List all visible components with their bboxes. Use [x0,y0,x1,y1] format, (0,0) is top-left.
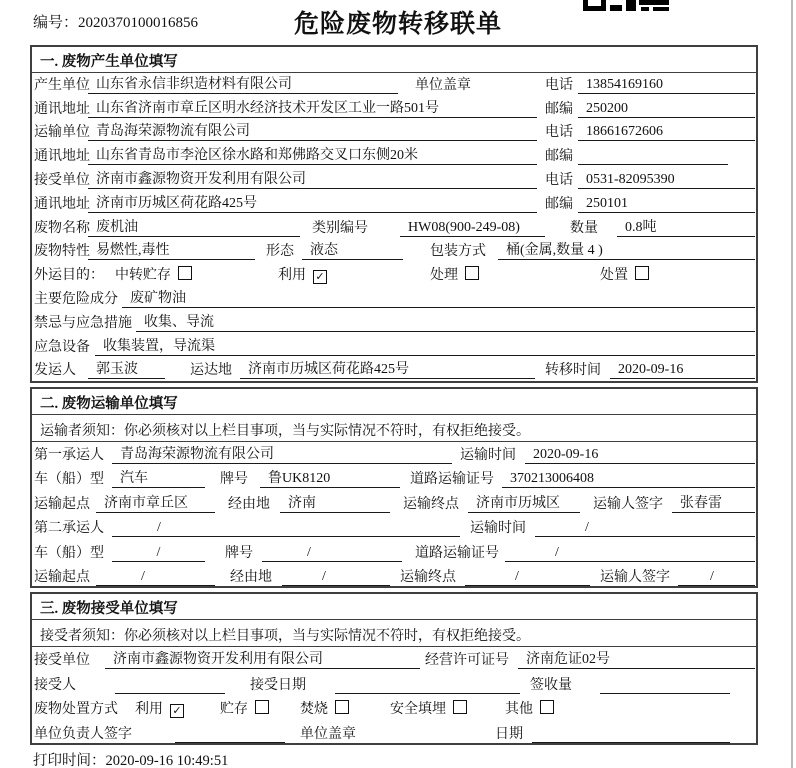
category-label: 类别编号 [312,220,368,236]
waste-quantity: 0.8吨 [617,219,755,237]
row-dispatch [32,359,756,383]
responsible-signature [175,725,285,743]
row-accept [32,672,756,697]
accept-date [335,676,520,694]
route2-end: / [465,568,590,586]
sign-qty [600,676,730,694]
form-label: 形态 [266,244,294,260]
producer-value: 山东省永信非织造材料有限公司 [88,76,398,94]
field-label: 车（船）型 [34,545,104,561]
row-waste-name [32,216,756,240]
time-label: 运输时间 [460,447,516,463]
field-label: 废物处置方式 [34,702,118,718]
quantity-label: 数量 [570,220,598,236]
row-responsible-sign [32,721,756,746]
page-edge-line [791,0,793,768]
receiver-notice: 接受者须知：你必须核对以上栏目事项，当与实际情况不符时，有权拒绝接受。 [32,620,756,647]
row-disposal [32,697,756,722]
row-purpose [32,263,756,287]
zip-label: 邮编 [545,101,573,117]
section-producer [30,45,758,383]
route2-origin: / [96,568,215,586]
field-label: 车（船）型 [34,472,104,487]
route1-origin: 济南市章丘区 [96,495,215,513]
row-emergency [32,311,756,335]
vehicle1-permit: 370213006408 [502,470,755,488]
seal-label: 单位盖章 [300,727,356,742]
phone-label: 电话 [545,125,573,141]
row-waste-traits [32,240,756,264]
sign-date [532,725,730,743]
sign-qty-label: 签收量 [530,677,572,693]
disposal-option-store: 贮存 [220,698,269,718]
emergency-value: 收集、导流 [136,314,755,332]
end-label: 运输终点 [400,570,456,585]
qr-block [626,0,636,11]
checkbox-unchecked [453,700,467,714]
section-transport-title: 二. 废物运输单位填写 [32,389,756,415]
checkbox-unchecked [178,266,192,280]
serial-value: 2020370100016856 [78,15,199,31]
producer-phone: 13854169160 [578,76,755,94]
serial-label: 编号： [33,15,79,31]
route1-via: 济南 [280,495,390,513]
transporter-zip [578,147,728,165]
field-label: 禁忌与应急措施 [34,315,132,331]
row-vehicle1 [32,467,756,492]
row-route1 [32,491,756,516]
field-label: 接受人 [34,677,76,693]
vehicle1-plate: 鲁UK8120 [260,470,400,488]
disposal-option-other: 其他 [505,698,554,718]
packing-label: 包装方式 [430,244,486,260]
purpose-option-treat: 处理 [430,264,479,284]
checkbox-unchecked [635,266,649,280]
qr-block [653,7,669,11]
checkbox-unchecked [465,266,479,280]
section-transport [30,387,758,588]
field-label: 通讯地址 [34,196,90,212]
vehicle2-type: / [112,544,205,562]
carrier1-value: 青岛海荣源物流有限公司 [112,446,452,464]
row-producer [32,73,756,97]
section-receiver [30,592,758,745]
disposal-option-landfill: 安全填埋 [390,698,467,718]
field-label: 外运目的： [34,268,104,284]
row-producer-address [32,97,756,121]
plate-label: 牌号 [220,472,248,487]
transporter-address: 山东省青岛市李沧区徐水路和郑佛路交叉口东侧20米 [88,147,537,165]
destination-label: 运达地 [190,363,232,379]
route2-via: / [282,568,390,586]
qr-block [641,7,649,11]
field-label: 运输起点 [34,570,90,585]
field-label: 第一承运人 [34,447,104,463]
purpose-option-transfer: 中转贮存 [115,264,192,284]
receiver-phone: 0531-82095390 [578,171,755,189]
row-receiver-address [32,192,756,216]
receiver-zip: 250101 [578,195,755,213]
zip-label: 邮编 [545,149,573,165]
checkbox-unchecked [255,700,269,714]
sign-label: 运输人签字 [593,496,663,512]
dispatcher-name: 郭玉波 [88,361,165,379]
vehicle2-permit: / [505,544,755,562]
waste-form: 液态 [302,242,403,260]
row-receiver [32,168,756,192]
row-equipment [32,335,756,359]
equipment-value: 收集装置，导流渠 [95,338,755,356]
phone-label: 电话 [545,77,573,93]
field-label: 废物特性 [34,244,90,260]
purpose-option-dispose: 处置 [600,264,649,284]
producer-address: 山东省济南市章丘区明水经济技术开发区工业一路501号 [88,100,537,118]
transfer-time: 2020-09-16 [610,361,755,379]
destination-value: 济南市历城区荷花路425号 [240,361,535,379]
row-hazard [32,287,756,311]
producer-zip: 250200 [578,100,755,118]
via-label: 经由地 [228,496,270,512]
end-label: 运输终点 [403,496,459,512]
checkbox-checked: ✓ [170,704,184,718]
phone-label: 电话 [545,172,573,188]
accept-date-label: 接受日期 [250,677,306,693]
purpose-option-use: 利用 ✓ [278,264,327,284]
waste-category: HW08(900-249-08) [400,219,545,237]
disposal-option-incinerate: 焚烧 [300,698,349,718]
date-label: 日期 [495,727,523,742]
field-label: 运输起点 [34,496,90,512]
row-vehicle2 [32,540,756,565]
disposal-option-use: 利用 ✓ [135,698,184,718]
transfer-time-label: 转移时间 [545,363,601,379]
carrier2-time: / [535,519,755,537]
field-label: 单位负责人签字 [34,727,132,742]
hazard-value: 废矿物油 [122,290,755,308]
field-label: 第二承运人 [34,521,104,536]
row-transporter-address [32,144,756,168]
license-value: 济南危证02号 [518,651,755,669]
row-receive-unit [32,647,756,672]
row-carrier2 [32,516,756,541]
license-label: 经营许可证号 [425,652,509,668]
permit-label: 道路运输证号 [410,472,494,487]
route2-signature: / [678,568,755,586]
field-label: 主要危险成分 [34,291,118,307]
page-title: 危险废物转移联单 [293,11,502,38]
field-label: 运输单位 [34,125,90,141]
section-receiver-title: 三. 废物接受单位填写 [32,594,756,620]
route1-end: 济南市历城区 [468,495,580,513]
field-label: 接受单位 [34,652,90,668]
time-label: 运输时间 [470,521,526,536]
seal-label: 单位盖章 [415,77,471,93]
field-label: 产生单位 [34,77,90,93]
transport-notice: 运输者须知：你必须核对以上栏目事项，当与实际情况不符时，有权拒绝接受。 [32,415,756,442]
qr-block [588,0,601,6]
checkbox-unchecked [540,700,554,714]
vehicle1-type: 汽车 [112,470,205,488]
waste-traits: 易燃性,毒性 [88,242,255,260]
field-label: 发运人 [34,363,76,379]
vehicle2-plate: / [262,544,402,562]
plate-label: 牌号 [225,545,253,561]
field-label: 接受单位 [34,172,90,188]
qr-code-fragment [583,0,669,12]
row-transporter [32,121,756,145]
accept-person [115,676,225,694]
carrier2-value: / [112,519,460,537]
waste-name: 废机油 [88,219,300,237]
field-label: 通讯地址 [34,101,90,117]
route1-signature: 张春雷 [672,495,755,513]
permit-label: 道路运输证号 [415,545,499,561]
print-time-value: 2020-09-16 10:49:51 [105,753,229,768]
field-label: 废物名称 [34,220,90,236]
via-label: 经由地 [230,570,272,585]
waste-packing: 桶(金属,数量 4 ) [498,242,755,260]
print-time-label: 打印时间： [33,753,106,768]
receiver-value: 济南市鑫源物资开发利用有限公司 [88,171,537,189]
field-label: 应急设备 [34,339,90,355]
checkbox-checked: ✓ [313,270,327,284]
carrier1-time: 2020-09-16 [525,446,755,464]
qr-block [610,5,622,11]
zip-label: 邮编 [545,196,573,212]
field-label: 通讯地址 [34,149,90,165]
row-route2 [32,565,756,590]
section-producer-title: 一. 废物产生单位填写 [32,47,756,73]
qr-block [639,0,669,5]
row-carrier1 [32,442,756,467]
sign-label: 运输人签字 [600,570,670,585]
receiver-address: 济南市历城区荷花路425号 [88,195,537,213]
print-time-line [33,749,228,768]
receive-unit-value: 济南市鑫源物资开发利用有限公司 [105,651,420,669]
transporter-phone: 18661672606 [578,123,755,141]
transporter-value: 青岛海荣源物流有限公司 [88,123,537,141]
checkbox-unchecked [335,700,349,714]
